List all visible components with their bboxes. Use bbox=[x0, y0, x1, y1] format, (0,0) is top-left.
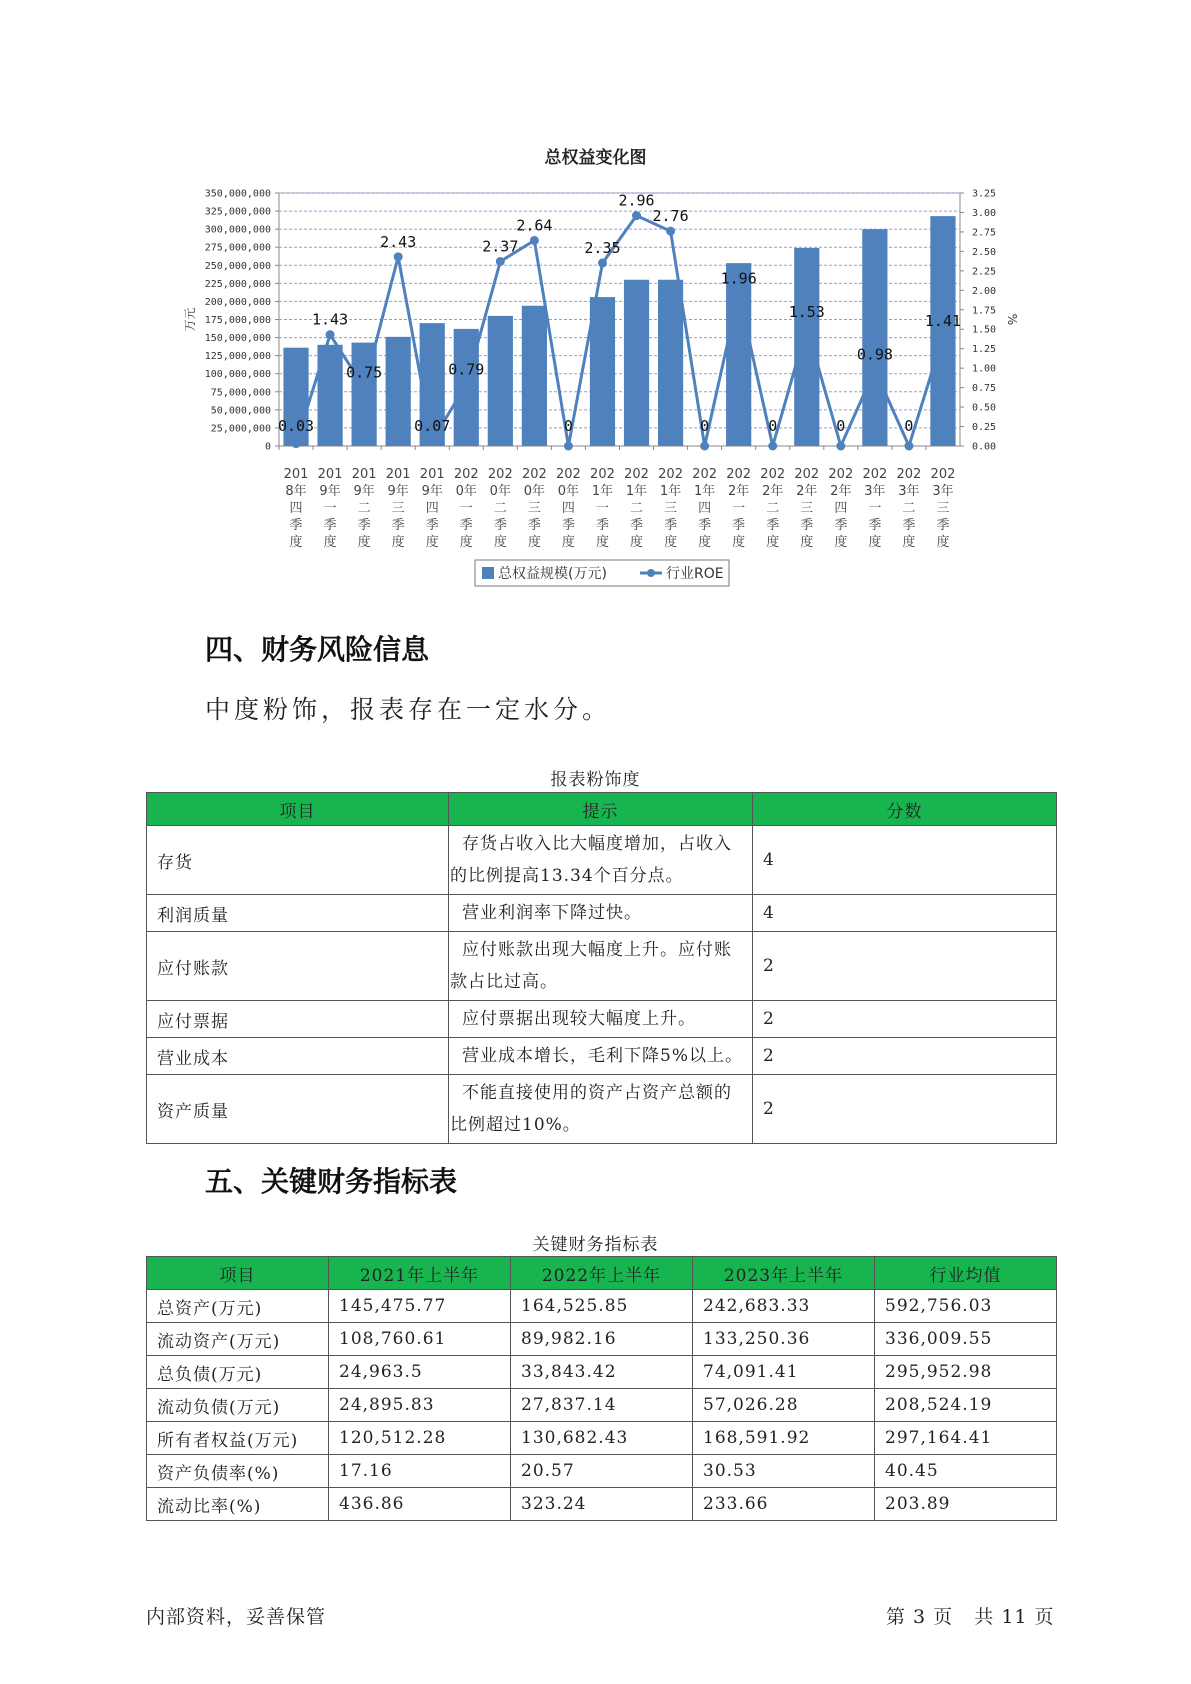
x-category-label: 二 bbox=[902, 501, 916, 516]
x-category-label: 202 bbox=[590, 467, 615, 482]
y-right-tick-label: 0.25 bbox=[972, 422, 997, 434]
x-category-label: 201 bbox=[385, 467, 411, 482]
roe-data-label: 0 bbox=[768, 417, 778, 435]
risk-table-row bbox=[147, 1075, 1057, 1144]
x-category-label: 201 bbox=[419, 467, 445, 482]
x-category-label: 四 bbox=[698, 501, 712, 516]
roe-point bbox=[292, 439, 301, 448]
x-category-label: 2年 bbox=[728, 484, 750, 499]
kpi-industry-cell: 208,524.19 bbox=[875, 1389, 1057, 1422]
y-right-tick-label: 1.50 bbox=[972, 324, 997, 336]
risk-item-cell: 营业成本 bbox=[147, 1038, 449, 1075]
kpi-2023-cell: 57,026.28 bbox=[693, 1389, 875, 1422]
equity-bar bbox=[386, 337, 411, 446]
roe-data-label: 0 bbox=[563, 417, 573, 435]
risk-header-score: 分数 bbox=[753, 793, 1057, 826]
y-right-tick-label: 2.50 bbox=[972, 246, 997, 258]
roe-point bbox=[870, 365, 879, 374]
x-category-label: 3年 bbox=[932, 484, 954, 499]
roe-data-label: 0.07 bbox=[414, 417, 451, 435]
risk-score-cell: 2 bbox=[753, 1038, 1057, 1075]
x-category-label: 二 bbox=[766, 501, 780, 516]
roe-point bbox=[802, 322, 811, 331]
y-right-tick-label: 1.25 bbox=[972, 344, 997, 356]
risk-header-item: 项目 bbox=[147, 793, 449, 826]
kpi-2021-cell: 17.16 bbox=[329, 1455, 511, 1488]
x-category-label: 202 bbox=[692, 467, 718, 482]
x-category-label: 季 bbox=[595, 518, 609, 533]
y-right-tick-label: 0.50 bbox=[972, 402, 997, 414]
y-right-tick-label: 2.00 bbox=[972, 285, 997, 297]
risk-header-hint: 提示 bbox=[449, 793, 753, 826]
x-category-label: 202 bbox=[487, 467, 513, 482]
x-category-label: 202 bbox=[453, 467, 479, 482]
x-category-label: 度 bbox=[357, 535, 371, 550]
x-category-label: 季 bbox=[289, 518, 303, 533]
y-left-tick-label: 75,000,000 bbox=[210, 387, 271, 399]
x-category-label: 季 bbox=[902, 518, 916, 533]
roe-point bbox=[938, 332, 947, 341]
y-left-unit-label: 万元 bbox=[183, 307, 197, 332]
kpi-2023-cell: 133,250.36 bbox=[693, 1323, 875, 1356]
kpi-header-2021: 2021年上半年 bbox=[329, 1257, 511, 1290]
x-category-label: 季 bbox=[425, 518, 439, 533]
x-category-label: 季 bbox=[936, 518, 950, 533]
kpi-table-caption: 关键财务指标表 bbox=[532, 1235, 659, 1255]
kpi-2021-cell: 24,895.83 bbox=[329, 1389, 511, 1422]
x-category-label: 202 bbox=[726, 467, 752, 482]
roe-point bbox=[394, 252, 403, 261]
y-right-tick-label: 2.75 bbox=[972, 227, 997, 239]
y-left-tick-label: 150,000,000 bbox=[204, 333, 271, 345]
roe-point bbox=[462, 380, 471, 389]
y-left-tick-label: 50,000,000 bbox=[210, 405, 271, 417]
kpi-2022-cell: 323.24 bbox=[511, 1488, 693, 1521]
kpi-industry-cell: 295,952.98 bbox=[875, 1356, 1057, 1389]
x-category-label: 202 bbox=[862, 467, 888, 482]
roe-data-label: 2.35 bbox=[584, 239, 621, 258]
y-right-tick-label: 2.25 bbox=[972, 266, 997, 278]
roe-point bbox=[598, 259, 607, 268]
kpi-industry-cell: 40.45 bbox=[875, 1455, 1057, 1488]
x-category-label: 201 bbox=[283, 467, 309, 482]
x-category-label: 201 bbox=[351, 467, 377, 482]
x-category-label: 1年 bbox=[625, 484, 648, 499]
x-category-label: 1年 bbox=[693, 484, 716, 499]
x-category-label: 9年 bbox=[353, 484, 375, 499]
kpi-header-2022: 2022年上半年 bbox=[511, 1257, 693, 1290]
x-category-label: 一 bbox=[868, 501, 882, 516]
risk-hint-cell: 营业利润率下降过快。 bbox=[449, 895, 753, 932]
y-right-tick-label: 3.25 bbox=[972, 188, 997, 200]
x-category-label: 度 bbox=[766, 535, 780, 550]
x-category-label: 202 bbox=[828, 467, 854, 482]
kpi-table-row bbox=[147, 1323, 1057, 1356]
y-left-tick-label: 200,000,000 bbox=[204, 296, 271, 308]
y-left-tick-label: 300,000,000 bbox=[204, 224, 271, 236]
section5-heading: 五、关键财务指标表 bbox=[205, 1165, 458, 1198]
kpi-table-row bbox=[147, 1389, 1057, 1422]
y-right-tick-label: 0.00 bbox=[972, 441, 997, 453]
roe-point bbox=[632, 211, 641, 220]
x-category-label: 0年 bbox=[523, 484, 546, 499]
risk-hint-cell: 营业成本增长，毛利下降5%以上。 bbox=[449, 1038, 753, 1075]
roe-point bbox=[326, 330, 335, 339]
kpi-table-row bbox=[147, 1290, 1057, 1323]
roe-data-label: 2.37 bbox=[482, 237, 519, 256]
x-category-label: 度 bbox=[630, 535, 644, 550]
x-category-label: 四 bbox=[561, 501, 575, 516]
x-category-label: 1年 bbox=[591, 484, 614, 499]
kpi-2022-cell: 27,837.14 bbox=[511, 1389, 693, 1422]
roe-data-label: 0.03 bbox=[277, 417, 315, 435]
x-category-label: 二 bbox=[493, 501, 507, 516]
roe-data-label: 2.96 bbox=[618, 191, 655, 210]
kpi-2021-cell: 120,512.28 bbox=[329, 1422, 511, 1455]
x-category-label: 度 bbox=[800, 535, 814, 550]
roe-data-label: 0 bbox=[836, 417, 846, 435]
y-left-tick-label: 350,000,000 bbox=[204, 188, 271, 200]
y-left-tick-label: 225,000,000 bbox=[204, 278, 271, 290]
equity-bar bbox=[930, 216, 955, 446]
kpi-industry-cell: 336,009.55 bbox=[875, 1323, 1057, 1356]
x-category-label: 2年 bbox=[796, 484, 818, 499]
x-category-label: 一 bbox=[323, 501, 337, 516]
roe-data-label: 1.53 bbox=[788, 302, 825, 321]
kpi-item-cell: 总资产(万元) bbox=[147, 1290, 329, 1323]
kpi-table-row bbox=[147, 1356, 1057, 1389]
risk-hint-cell: 应付票据出现较大幅度上升。 bbox=[449, 1001, 753, 1038]
risk-item-cell: 利润质量 bbox=[147, 895, 449, 932]
footer-page-number: 第 3 页 共 11 页 bbox=[886, 1606, 1055, 1628]
x-category-label: 202 bbox=[794, 467, 820, 482]
equity-bar bbox=[624, 280, 649, 446]
risk-score-cell: 4 bbox=[753, 895, 1057, 932]
x-category-label: 度 bbox=[834, 535, 848, 550]
kpi-table-row bbox=[147, 1488, 1057, 1521]
x-category-label: 季 bbox=[391, 518, 405, 533]
roe-point bbox=[700, 442, 709, 451]
x-category-label: 季 bbox=[834, 518, 848, 533]
y-left-tick-label: 325,000,000 bbox=[204, 206, 271, 218]
x-category-label: 三 bbox=[800, 501, 814, 516]
risk-table-row bbox=[147, 895, 1057, 932]
risk-item-cell: 应付票据 bbox=[147, 1001, 449, 1038]
kpi-2021-cell: 24,963.5 bbox=[329, 1356, 511, 1389]
x-category-label: 三 bbox=[527, 501, 541, 516]
x-category-label: 1年 bbox=[659, 484, 682, 499]
risk-score-cell: 2 bbox=[753, 932, 1057, 1001]
x-category-label: 三 bbox=[664, 501, 678, 516]
risk-table-row bbox=[147, 932, 1057, 1001]
y-right-tick-label: 1.75 bbox=[972, 305, 997, 317]
kpi-2022-cell: 89,982.16 bbox=[511, 1323, 693, 1356]
y-right-tick-label: 3.00 bbox=[972, 207, 997, 219]
risk-item-cell: 存货 bbox=[147, 826, 449, 895]
kpi-2023-cell: 242,683.33 bbox=[693, 1290, 875, 1323]
kpi-2022-cell: 164,525.85 bbox=[511, 1290, 693, 1323]
roe-data-label: 0.75 bbox=[346, 363, 383, 382]
kpi-2022-cell: 20.57 bbox=[511, 1455, 693, 1488]
x-category-label: 季 bbox=[868, 518, 882, 533]
equity-bar bbox=[522, 306, 547, 446]
x-category-label: 度 bbox=[459, 535, 473, 550]
x-category-label: 三 bbox=[391, 501, 405, 516]
x-category-label: 201 bbox=[317, 467, 343, 482]
y-left-tick-label: 250,000,000 bbox=[204, 260, 271, 272]
x-category-label: 四 bbox=[289, 501, 303, 516]
x-category-label: 度 bbox=[698, 535, 712, 550]
x-category-label: 9年 bbox=[421, 484, 443, 499]
roe-data-label: 0 bbox=[904, 417, 914, 435]
risk-table-row bbox=[147, 1001, 1057, 1038]
x-category-label: 度 bbox=[868, 535, 882, 550]
kpi-industry-cell: 297,164.41 bbox=[875, 1422, 1057, 1455]
equity-chart bbox=[0, 0, 1191, 600]
kpi-2023-cell: 233.66 bbox=[693, 1488, 875, 1521]
risk-summary: 中度粉饰，报表存在一定水分。 bbox=[205, 695, 612, 724]
kpi-item-cell: 所有者权益(万元) bbox=[147, 1422, 329, 1455]
x-category-label: 季 bbox=[698, 518, 712, 533]
kpi-item-cell: 流动比率(%) bbox=[147, 1488, 329, 1521]
x-category-label: 8年 bbox=[285, 484, 307, 499]
roe-data-label: 0.98 bbox=[856, 345, 893, 364]
risk-hint-cell: 应付账款出现大幅度上升。应付账款占比过高。 bbox=[449, 932, 753, 1001]
x-category-label: 季 bbox=[766, 518, 780, 533]
y-right-unit-label: % bbox=[1005, 313, 1019, 326]
x-category-label: 一 bbox=[459, 501, 473, 516]
kpi-table bbox=[146, 1256, 1057, 1521]
x-category-label: 度 bbox=[561, 535, 575, 550]
equity-bar bbox=[590, 297, 615, 446]
roe-point bbox=[904, 442, 913, 451]
roe-data-label: 2.64 bbox=[516, 216, 553, 235]
risk-hint-cell: 不能直接使用的资产占资产总额的比例超过10%。 bbox=[449, 1075, 753, 1144]
risk-score-cell: 2 bbox=[753, 1001, 1057, 1038]
roe-point bbox=[666, 227, 675, 236]
x-category-label: 3年 bbox=[864, 484, 886, 499]
x-category-label: 度 bbox=[595, 535, 609, 550]
x-category-label: 9年 bbox=[319, 484, 341, 499]
kpi-2022-cell: 33,843.42 bbox=[511, 1356, 693, 1389]
roe-point bbox=[836, 442, 845, 451]
x-category-label: 度 bbox=[493, 535, 507, 550]
x-category-label: 202 bbox=[760, 467, 786, 482]
x-category-label: 202 bbox=[624, 467, 649, 482]
x-category-label: 2年 bbox=[762, 484, 784, 499]
x-category-label: 季 bbox=[493, 518, 507, 533]
kpi-header-item: 项目 bbox=[147, 1257, 329, 1290]
risk-hint-cell: 存货占收入比大幅度增加，占收入的比例提高13.34个百分点。 bbox=[449, 826, 753, 895]
x-category-label: 三 bbox=[936, 501, 950, 516]
x-category-label: 202 bbox=[930, 467, 956, 482]
x-category-label: 度 bbox=[732, 535, 746, 550]
x-category-label: 度 bbox=[664, 535, 678, 550]
roe-data-label: 1.96 bbox=[720, 269, 757, 288]
roe-point bbox=[530, 236, 539, 245]
equity-bar bbox=[794, 248, 819, 446]
roe-data-label: 0.79 bbox=[448, 360, 485, 379]
x-category-label: 202 bbox=[556, 467, 581, 482]
x-category-label: 9年 bbox=[387, 484, 409, 499]
kpi-table-row bbox=[147, 1455, 1057, 1488]
x-category-label: 季 bbox=[800, 518, 814, 533]
x-category-label: 0年 bbox=[489, 484, 511, 499]
roe-data-label: 1.41 bbox=[924, 312, 962, 331]
y-left-tick-label: 25,000,000 bbox=[210, 423, 271, 435]
x-category-label: 0年 bbox=[455, 484, 477, 499]
kpi-2023-cell: 168,591.92 bbox=[693, 1422, 875, 1455]
x-category-label: 度 bbox=[289, 535, 303, 550]
roe-point bbox=[734, 289, 743, 298]
equity-bar bbox=[488, 316, 513, 446]
x-category-label: 季 bbox=[459, 518, 473, 533]
x-category-label: 四 bbox=[834, 501, 848, 516]
x-category-label: 202 bbox=[896, 467, 922, 482]
y-right-tick-label: 0.75 bbox=[972, 383, 997, 395]
footer-confidential: 内部资料，妥善保管 bbox=[146, 1606, 327, 1628]
x-category-label: 度 bbox=[425, 535, 439, 550]
roe-point bbox=[564, 442, 573, 451]
legend-bar-swatch bbox=[482, 567, 494, 579]
x-category-label: 二 bbox=[630, 501, 644, 516]
kpi-2023-cell: 30.53 bbox=[693, 1455, 875, 1488]
x-category-label: 季 bbox=[357, 518, 371, 533]
kpi-2021-cell: 436.86 bbox=[329, 1488, 511, 1521]
y-left-tick-label: 100,000,000 bbox=[204, 369, 271, 381]
chart-title: 总权益变化图 bbox=[544, 148, 647, 168]
x-category-label: 3年 bbox=[898, 484, 920, 499]
x-category-label: 季 bbox=[561, 518, 575, 533]
x-category-label: 季 bbox=[630, 518, 644, 533]
legend-bar-label: 总权益规模(万元) bbox=[498, 566, 607, 582]
x-category-label: 度 bbox=[391, 535, 405, 550]
risk-table-caption: 报表粉饰度 bbox=[550, 770, 641, 790]
equity-bar bbox=[658, 280, 683, 446]
x-category-label: 四 bbox=[425, 501, 439, 516]
y-left-tick-label: 0 bbox=[264, 441, 271, 453]
x-category-label: 202 bbox=[658, 467, 683, 482]
x-category-label: 2年 bbox=[830, 484, 852, 499]
y-left-tick-label: 125,000,000 bbox=[204, 351, 271, 363]
kpi-2021-cell: 145,475.77 bbox=[329, 1290, 511, 1323]
x-category-label: 度 bbox=[936, 535, 950, 550]
roe-point bbox=[428, 436, 437, 445]
y-right-tick-label: 1.00 bbox=[972, 363, 997, 375]
kpi-header-2023: 2023年上半年 bbox=[693, 1257, 875, 1290]
x-category-label: 度 bbox=[902, 535, 916, 550]
x-category-label: 季 bbox=[664, 518, 678, 533]
x-category-label: 二 bbox=[357, 501, 371, 516]
kpi-item-cell: 资产负债率(%) bbox=[147, 1455, 329, 1488]
kpi-item-cell: 流动负债(万元) bbox=[147, 1389, 329, 1422]
roe-data-label: 2.43 bbox=[380, 232, 417, 251]
roe-data-label: 0 bbox=[700, 417, 710, 435]
x-category-label: 0年 bbox=[557, 484, 580, 499]
roe-point bbox=[496, 257, 505, 266]
roe-data-label: 2.76 bbox=[652, 207, 689, 226]
kpi-2022-cell: 130,682.43 bbox=[511, 1422, 693, 1455]
risk-item-cell: 资产质量 bbox=[147, 1075, 449, 1144]
kpi-industry-cell: 203.89 bbox=[875, 1488, 1057, 1521]
kpi-2023-cell: 74,091.41 bbox=[693, 1356, 875, 1389]
x-category-label: 一 bbox=[732, 501, 746, 516]
kpi-header-industry: 行业均值 bbox=[875, 1257, 1057, 1290]
x-category-label: 一 bbox=[595, 501, 609, 516]
risk-table-row bbox=[147, 1038, 1057, 1075]
risk-score-cell: 4 bbox=[753, 826, 1057, 895]
x-category-label: 季 bbox=[732, 518, 746, 533]
kpi-industry-cell: 592,756.03 bbox=[875, 1290, 1057, 1323]
y-left-tick-label: 175,000,000 bbox=[204, 315, 271, 326]
roe-point bbox=[768, 442, 777, 451]
x-category-label: 季 bbox=[323, 518, 337, 533]
y-left-tick-label: 275,000,000 bbox=[204, 242, 271, 254]
legend-line-marker bbox=[647, 569, 655, 577]
section4-heading: 四、财务风险信息 bbox=[205, 633, 430, 666]
risk-score-cell: 2 bbox=[753, 1075, 1057, 1144]
legend-line-label: 行业ROE bbox=[666, 566, 724, 582]
kpi-2021-cell: 108,760.61 bbox=[329, 1323, 511, 1356]
kpi-table-row bbox=[147, 1422, 1057, 1455]
x-category-label: 度 bbox=[323, 535, 337, 550]
roe-data-label: 1.43 bbox=[312, 310, 349, 329]
risk-table bbox=[146, 792, 1057, 1144]
risk-item-cell: 应付账款 bbox=[147, 932, 449, 1001]
x-category-label: 202 bbox=[521, 467, 547, 482]
kpi-item-cell: 总负债(万元) bbox=[147, 1356, 329, 1389]
x-category-label: 季 bbox=[527, 518, 541, 533]
roe-point bbox=[360, 383, 369, 392]
risk-table-row bbox=[147, 826, 1057, 895]
x-category-label: 度 bbox=[527, 535, 541, 550]
kpi-item-cell: 流动资产(万元) bbox=[147, 1323, 329, 1356]
risk-table-header bbox=[147, 793, 1057, 826]
equity-bar bbox=[862, 229, 887, 446]
kpi-table-header bbox=[147, 1257, 1057, 1290]
